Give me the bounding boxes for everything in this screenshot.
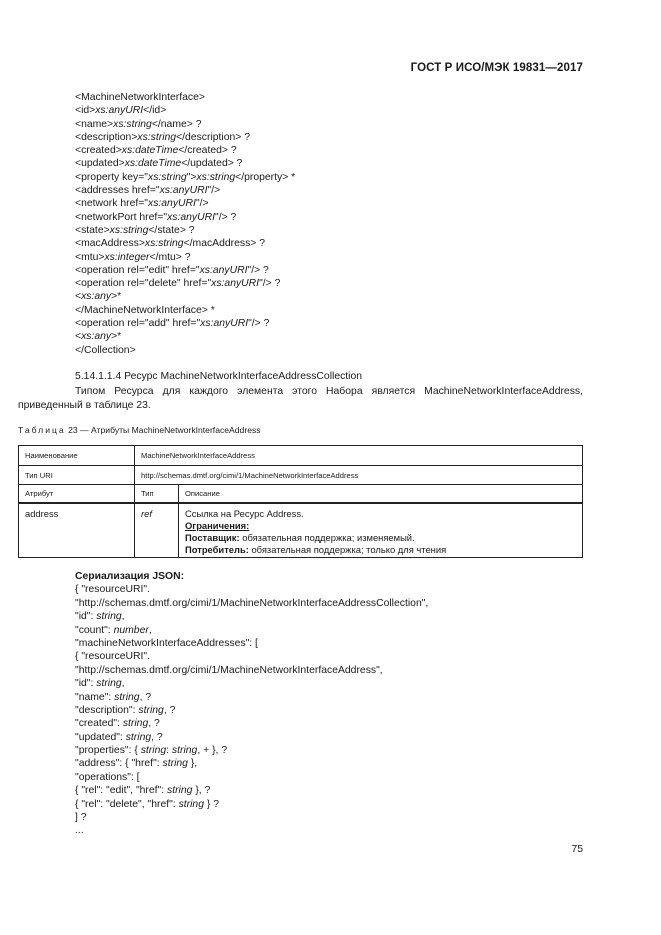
table-caption	[18, 425, 261, 435]
code-line: "properties": { string: string, + }, ?	[75, 745, 228, 757]
code-line: "id": string,	[75, 678, 125, 690]
document-header: ГОСТ Р ИСО/МЭК 19831—2017	[410, 62, 583, 74]
json-lines	[75, 583, 428, 837]
code-line: </Collection>	[75, 344, 136, 356]
provider-line	[185, 532, 576, 544]
column-header-type: Тип	[135, 485, 179, 504]
code-line: ...	[75, 825, 84, 837]
code-line: { "resourceURI".	[75, 584, 150, 596]
type-value: ref	[141, 508, 152, 519]
type-cell	[135, 503, 179, 558]
table-caption-prefix: Таблица	[18, 425, 66, 435]
code-line: <operation rel="delete" href="xs:anyURI"/> ?	[75, 278, 281, 290]
code-line: <networkPort href="xs:anyURI"/> ?	[75, 211, 237, 223]
xml-serialization-block	[75, 91, 295, 357]
code-line: { "resourceURI".	[75, 651, 150, 663]
code-line: <property key="xs:string">xs:string</property> *	[75, 171, 296, 183]
code-line: { "rel": "edit", "href": string }, ?	[75, 785, 211, 797]
code-line: "created": string, ?	[75, 718, 160, 730]
code-line: <name>xs:string</name> ?	[75, 118, 202, 130]
code-line: ] ?	[75, 812, 87, 824]
code-line: "operations": [	[75, 771, 140, 783]
code-line: "id": string,	[75, 611, 125, 623]
name-label-cell: Наименование	[19, 446, 135, 466]
table-row	[19, 466, 583, 485]
code-line: "name": string, ?	[75, 691, 152, 703]
code-line: <operation rel="edit" href="xs:anyURI"/> ?	[75, 264, 269, 276]
code-line: "http://schemas.dmtf.org/cimi/1/MachineNetworkInterfaceAddressCollection",	[75, 597, 429, 609]
table-row	[19, 503, 583, 558]
code-line: <mtu>xs:integer</mtu> ?	[75, 251, 191, 263]
code-line: <description>xs:string</description> ?	[75, 131, 251, 143]
subsection-title: 5.14.1.1.4 Ресурс MachineNetworkInterfaceAddressCollection	[75, 371, 363, 382]
code-line: <xs:any>*	[75, 331, 122, 343]
code-line: <network href="xs:anyURI"/>	[75, 198, 209, 210]
code-line: <MachineNetworkInterface>	[75, 92, 205, 103]
consumer-label: Потребитель:	[185, 544, 249, 555]
paragraph-text: Типом Ресурса для каждого элемента этого Набора является MachineNetworkInterfaceAddress, приведенный в таблице 23.	[18, 386, 583, 411]
code-line: "address": { "href": string },	[75, 758, 198, 770]
page-number: 75	[571, 844, 583, 855]
description-paragraph	[18, 385, 583, 413]
code-line: <state>xs:string</state> ?	[75, 224, 195, 236]
consumer-text: обязательная поддержка; только для чтения	[248, 544, 447, 555]
code-line: <operation rel="add" href="xs:anyURI"/> ?	[75, 318, 270, 330]
code-line: "updated": string, ?	[75, 731, 163, 743]
code-line: <macAddress>xs:string</macAddress> ?	[75, 238, 266, 250]
code-line: <id>xs:anyURI</id>	[75, 105, 167, 117]
name-value-cell: MachineNetworkInterfaceAddress	[135, 446, 583, 466]
code-line: "count": number,	[75, 624, 152, 636]
json-serialization-block	[75, 570, 428, 838]
code-line: <xs:any>*	[75, 291, 122, 303]
column-header-attribute: Атрибут	[19, 485, 135, 504]
consumer-line	[185, 544, 576, 556]
provider-label: Поставщик:	[185, 532, 240, 543]
constraints-heading: Ограничения:	[185, 520, 250, 531]
code-line: <created>xs:dateTime</created> ?	[75, 145, 237, 157]
provider-text: обязательная поддержка; изменяемый.	[239, 532, 415, 543]
description-text: Ссылка на Ресурс Address.	[185, 508, 304, 519]
code-line: <updated>xs:dateTime</updated> ?	[75, 158, 243, 170]
attributes-table	[18, 445, 583, 558]
uri-label-cell: Тип URI	[19, 466, 135, 485]
column-header-description: Описание	[179, 485, 583, 504]
table-header-row	[19, 485, 583, 504]
uri-value-cell: http://schemas.dmtf.org/cimi/1/MachineNetworkInterfaceAddress	[135, 466, 583, 485]
table-caption-text: 23 — Атрибуты MachineNetworkInterfaceAddress	[68, 425, 261, 435]
code-line: "machineNetworkInterfaceAddresses": [	[75, 637, 258, 649]
attribute-cell: address	[19, 503, 135, 558]
code-line: "description": string, ?	[75, 704, 176, 716]
description-cell	[179, 503, 583, 558]
code-line: { "rel": "delete", "href": string } ?	[75, 798, 220, 810]
table-row	[19, 446, 583, 466]
code-line: "http://schemas.dmtf.org/cimi/1/MachineNetworkInterfaceAddress",	[75, 664, 383, 676]
code-line: </MachineNetworkInterface> *	[75, 304, 215, 316]
code-line: <addresses href="xs:anyURI"/>	[75, 185, 221, 197]
json-title: Сериализация JSON:	[75, 571, 185, 582]
